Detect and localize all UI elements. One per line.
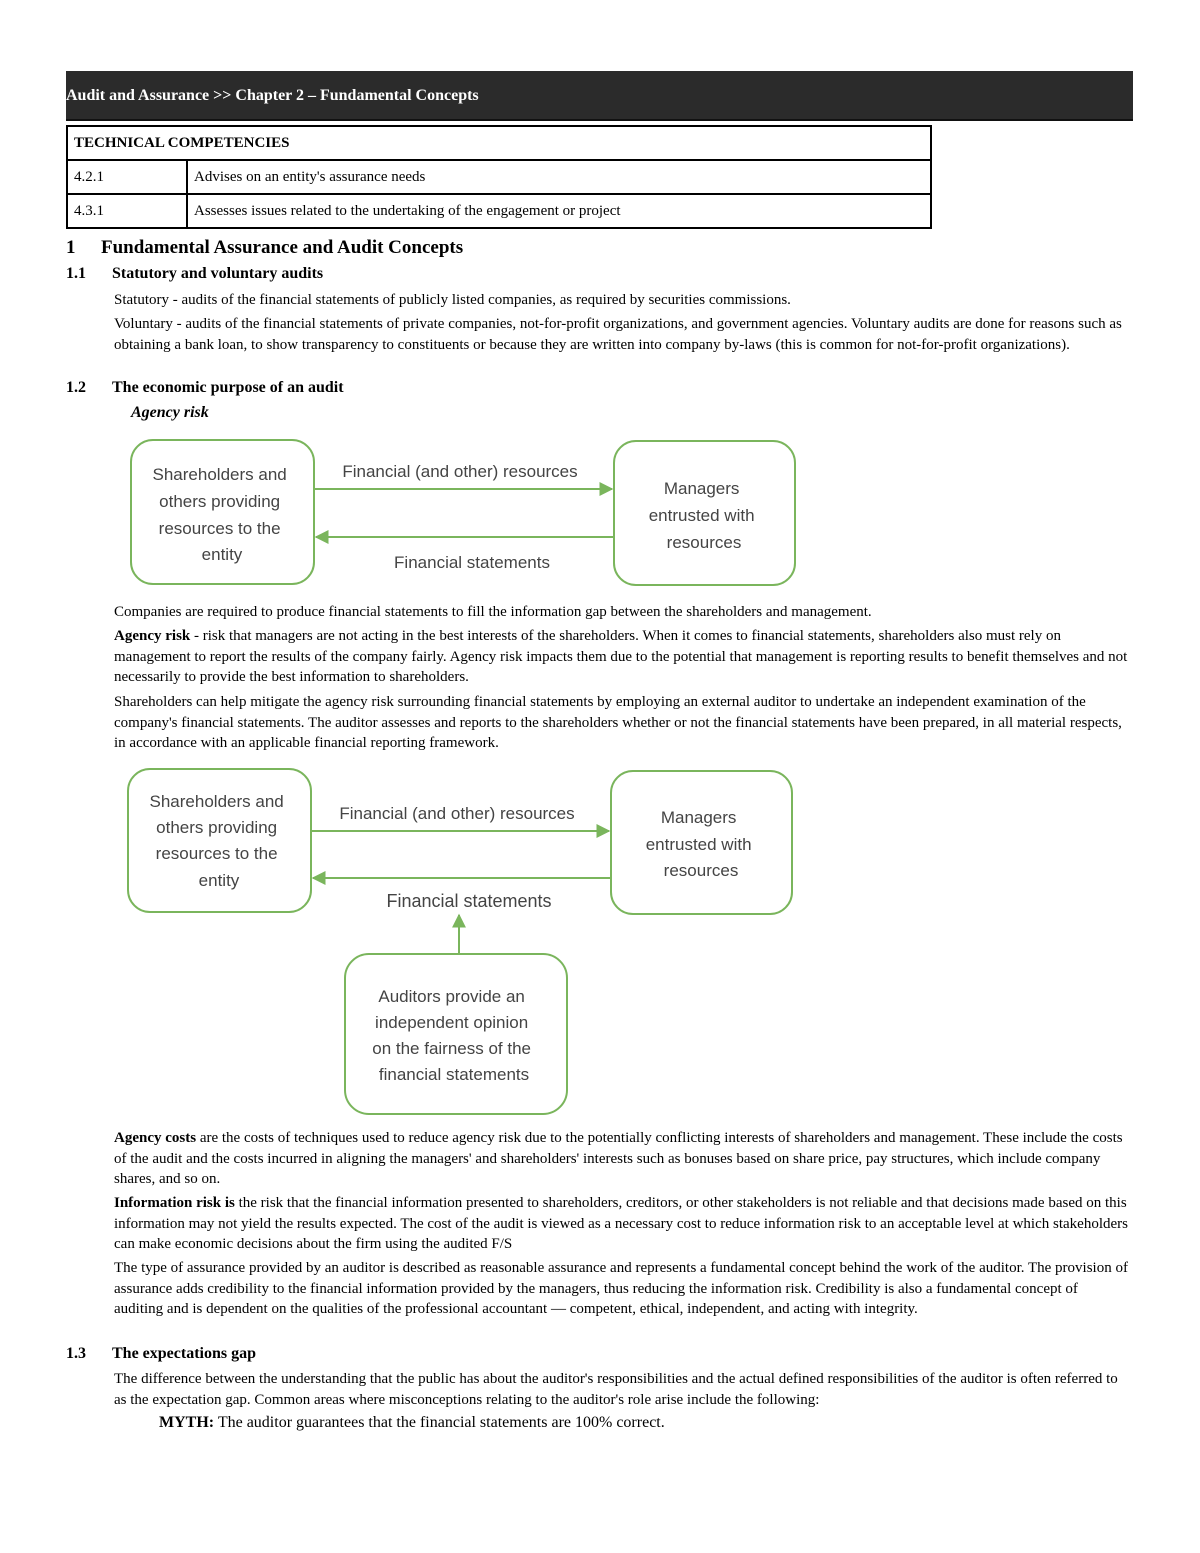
d2-right-line: entrusted with	[645, 835, 752, 854]
d2-left-line: others providing	[156, 818, 278, 837]
d1-top-arrow-label: Financial (and other) resources	[342, 462, 578, 481]
section-1-2-title: The economic purpose of an audit	[112, 379, 344, 396]
d1-left-line: resources to the	[158, 519, 281, 538]
assurance-paragraph: The type of assurance provided by an auditor is described as reasonable assurance and represents a fundamental concept behind the work of the auditor. The provision of assurance adds credibility to the financial information provided by the managers, thus reducing the information risk. Credibility is also a fundamental concept of auditing and is dependent on the qualities of the professional accountant — competent, ethical, independent, and acting with integrity.	[114, 1260, 1128, 1317]
section-1-title: Fundamental Assurance and Audit Concepts	[101, 237, 464, 258]
d2-bottom-arrow-label: Financial statements	[386, 891, 552, 911]
section-1-3-title: The expectations gap	[112, 1345, 256, 1362]
myth-line	[159, 1414, 665, 1432]
d2-left-line: Shareholders and	[149, 792, 284, 811]
voluntary-paragraph: Voluntary - audits of the financial statements of private companies, not-for-profit organizations, and government agencies. Voluntary audits are done for reasons such as obtaining a bank loan, to show transparency to constituents or because they are written into company by-laws (this is common for not-for-profit organizations).	[114, 316, 1122, 353]
agency-costs-paragraph	[114, 1128, 1130, 1190]
competency-code: 4.3.1	[67, 194, 187, 228]
d2-right-line: Managers	[660, 808, 737, 827]
auditor-line: Auditors provide an	[378, 987, 525, 1006]
section-1-1-number: 1.1	[66, 265, 86, 282]
myth-label: MYTH:	[159, 1414, 215, 1431]
d2-top-arrow-label: Financial (and other) resources	[339, 804, 575, 823]
agency-risk-paragraph	[114, 626, 1130, 688]
information-gap-paragraph: Companies are required to produce financial statements to fill the information gap between the shareholders and management.	[114, 604, 872, 620]
agency-risk-subtitle: Agency risk	[131, 404, 209, 421]
d1-right-line: Managers	[663, 479, 740, 498]
d2-right-line: resources	[663, 861, 739, 880]
auditor-line: financial statements	[378, 1065, 530, 1084]
myth-text: The auditor guarantees that the financial statements are 100% correct.	[214, 1414, 665, 1431]
header-title: Audit and Assurance >> Chapter 2 – Fundamental Concepts	[66, 87, 479, 104]
d1-right-line: resources	[666, 533, 742, 552]
competency-desc: Assesses issues related to the undertaking of the engagement or project	[187, 194, 931, 228]
d1-right-line: entrusted with	[648, 506, 755, 525]
information-risk-text: the risk that the financial information presented to shareholders, creditors, or other stakeholders is not reliable and that decisions made based on this information may not yield the results expected. The cost of the audit is viewed as a necessary cost to reduce information risk to an acceptable level at which stakeholders can make economic decisions about the firm using the audited F/S	[114, 1195, 1128, 1252]
expectation-gap-paragraph: The difference between the understanding that the public has about the auditor's responsibilities and the actual defined responsibilities of the auditor is often referred to as the expectation gap. Common areas where misconceptions relating to the auditor's role arise include the following:	[114, 1371, 1118, 1408]
competency-code: 4.2.1	[67, 160, 187, 194]
information-risk-term: Information risk is	[114, 1195, 235, 1211]
section-1-2-number: 1.2	[66, 379, 86, 396]
d2-left-line: resources to the	[155, 844, 278, 863]
auditor-line: on the fairness of the	[372, 1039, 532, 1058]
d1-bottom-arrow-label: Financial statements	[394, 553, 550, 572]
d1-left-line: others providing	[159, 492, 281, 511]
agency-risk-text: - risk that managers are not acting in the best interests of the shareholders. When it comes to financial statements, shareholders also must rely on management to report the results of the company fairly. Agency risk impacts them due to the potential that management is reporting results to benefit themselves and not necessarily to provide the best information to shareholders.	[114, 628, 1128, 685]
agency-costs-term: Agency costs	[114, 1130, 197, 1146]
d1-left-line: entity	[201, 545, 243, 564]
competencies-heading: TECHNICAL COMPETENCIES	[67, 126, 931, 160]
agency-costs-text: are the costs of techniques used to reduce agency risk due to the potentially conflicting interests of shareholders and management. These include the costs of the audit and the costs incurred in aligning the managers' and shareholders' interests such as bonuses based on share price, pay structures, which include company shares, and so on.	[114, 1130, 1123, 1187]
information-risk-paragraph	[114, 1193, 1130, 1255]
competency-desc: Advises on an entity's assurance needs	[187, 160, 931, 194]
mitigate-paragraph: Shareholders can help mitigate the agency risk surrounding financial statements by employing an external auditor to undertake an independent examination of the company's financial statements. The auditor assesses and reports to the shareholders whether or not the financial statements have been prepared, in all material respects, in accordance with an applicable financial reporting framework.	[114, 694, 1122, 751]
auditor-line: independent opinion	[375, 1013, 529, 1032]
d2-left-line: entity	[198, 871, 240, 890]
shareholders-box-2	[128, 769, 311, 912]
auditors-box	[345, 954, 567, 1114]
statutory-paragraph: Statutory - audits of the financial statements of publicly listed companies, as required by securities commissions.	[114, 292, 791, 308]
agency-risk-term: Agency risk	[114, 628, 191, 644]
section-1-1-title: Statutory and voluntary audits	[112, 265, 324, 282]
d1-left-line: Shareholders and	[152, 465, 287, 484]
section-1-3-number: 1.3	[66, 1345, 86, 1362]
section-1-number: 1	[66, 237, 76, 258]
